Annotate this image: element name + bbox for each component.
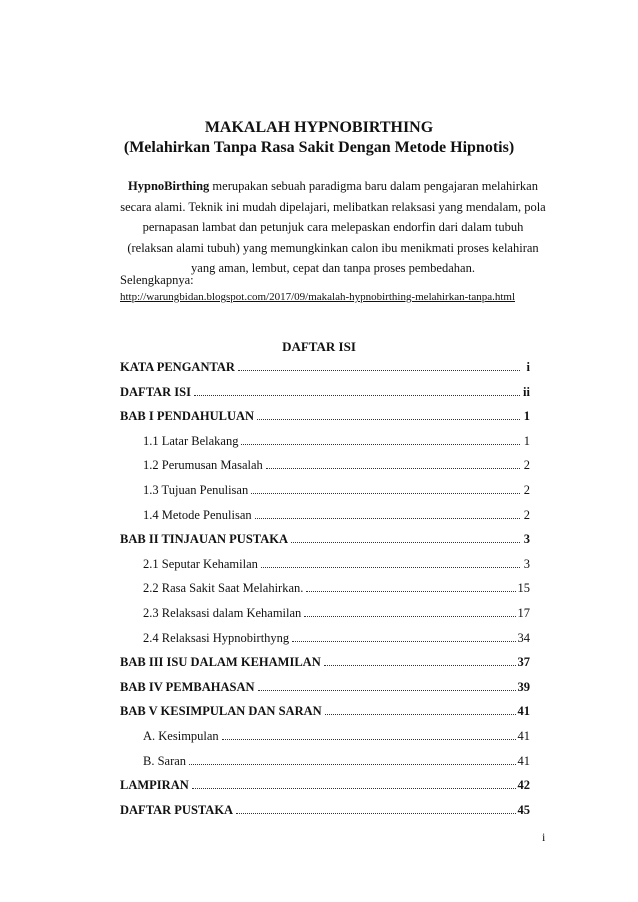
toc-dot-leader xyxy=(241,444,520,445)
toc-entry-page: 45 xyxy=(517,802,530,817)
toc-entry-page: 3 xyxy=(523,532,530,547)
toc-row[interactable] xyxy=(120,655,530,680)
toc-entry-page: 17 xyxy=(517,605,530,620)
source-label: Selengkapnya: xyxy=(120,273,194,287)
toc-entry-title: 1.3 Tujuan Penulisan xyxy=(143,482,249,497)
toc-dot-leader xyxy=(258,690,516,691)
toc-entry-title: 1.2 Perumusan Masalah xyxy=(143,458,263,473)
toc-entry-page: 41 xyxy=(517,728,530,743)
toc-entry-title: KATA PENGANTAR xyxy=(120,360,235,374)
toc-entry-page: 15 xyxy=(517,581,530,596)
toc-entry-page: 41 xyxy=(517,753,530,768)
toc-dot-leader xyxy=(257,419,520,420)
toc-entry-page: i xyxy=(526,360,530,374)
toc-entry-title: BAB I PENDAHULUAN xyxy=(120,409,255,424)
toc-entry-page: 41 xyxy=(517,704,530,719)
toc-entry-page: 39 xyxy=(517,679,530,694)
abstract-bold-term: HypnoBirthing xyxy=(128,179,210,193)
toc-dot-leader xyxy=(266,468,520,469)
toc-entry-title: 2.3 Relaksasi dalam Kehamilan xyxy=(143,605,302,620)
toc-dot-leader xyxy=(304,616,515,617)
toc-entry-title: 2.1 Seputar Kehamilan xyxy=(143,556,258,571)
toc-row[interactable] xyxy=(120,754,530,779)
toc-dot-leader xyxy=(324,665,516,666)
toc-entry-page: 42 xyxy=(517,778,530,793)
toc-row[interactable] xyxy=(120,606,530,631)
toc-dot-leader xyxy=(189,764,515,765)
toc-entry-page: 2 xyxy=(523,458,530,473)
toc-entry-title: B. Saran xyxy=(143,753,187,768)
toc-row[interactable] xyxy=(120,434,530,459)
toc-entry-title: 2.2 Rasa Sakit Saat Melahirkan. xyxy=(143,581,304,596)
toc-entry-title: 2.4 Relaksasi Hypnobirthyng xyxy=(143,630,290,645)
toc-heading: DAFTAR ISI xyxy=(282,339,356,354)
toc-row[interactable] xyxy=(120,680,530,705)
toc-row[interactable] xyxy=(120,631,530,656)
toc-entry-page: 1 xyxy=(523,409,530,424)
toc-entry-title: 1.4 Metode Penulisan xyxy=(143,507,252,522)
toc-row[interactable] xyxy=(120,483,530,508)
toc-row[interactable] xyxy=(120,532,530,557)
toc-entry-page: 2 xyxy=(523,507,530,522)
toc-entry-title: BAB II TINJAUAN PUSTAKA xyxy=(120,532,288,547)
toc-entry-title: 1.1 Latar Belakang xyxy=(143,433,239,448)
toc-row[interactable] xyxy=(120,778,530,803)
toc-entry-page: 1 xyxy=(523,433,530,448)
toc-dot-leader xyxy=(238,370,520,371)
toc-entry-title: LAMPIRAN xyxy=(120,778,189,793)
toc-dot-leader xyxy=(251,493,520,494)
toc-row[interactable] xyxy=(120,385,530,410)
toc-entry-page: 37 xyxy=(517,655,530,670)
toc-row[interactable] xyxy=(120,508,530,533)
toc-dot-leader xyxy=(194,395,520,396)
document-title: MAKALAH HYPNOBIRTHING xyxy=(204,119,434,136)
table-of-contents xyxy=(120,360,530,827)
page-number: i xyxy=(542,830,546,844)
toc-entry-page: 2 xyxy=(523,482,530,497)
toc-entry-page: 34 xyxy=(517,630,530,645)
toc-row[interactable] xyxy=(120,704,530,729)
toc-dot-leader xyxy=(325,714,516,715)
toc-row[interactable] xyxy=(120,360,530,385)
toc-dot-leader xyxy=(291,542,520,543)
toc-entry-page: 3 xyxy=(523,556,530,571)
source-link[interactable]: http://warungbidan.blogspot.com/2017/09/makalah-hypnobirthing-melahirkan-tanpa.html xyxy=(120,291,516,303)
toc-entry-title: DAFTAR PUSTAKA xyxy=(120,802,234,817)
toc-dot-leader xyxy=(255,518,520,519)
abstract-text: merupakan sebuah paradigma baru dalam pengajaran melahirkan secara alami. Teknik ini mudah dipelajari, melibatkan relaksasi yang mendalam, pola pernapasan lambat dan petunjuk cara melepaskan endorfin dari dalam tubuh (relaksan alami tubuh) yang memungkinkan calon ibu menikmati proses kelahiran yang aman, lembut, cepat dan tanpa proses pembedahan. xyxy=(120,179,546,275)
toc-entry-title: BAB IV PEMBAHASAN xyxy=(120,679,255,694)
toc-row[interactable] xyxy=(120,729,530,754)
toc-entry-title: BAB V KESIMPULAN DAN SARAN xyxy=(120,704,322,719)
toc-dot-leader xyxy=(292,641,515,642)
toc-dot-leader xyxy=(261,567,520,568)
toc-entry-title: A. Kesimpulan xyxy=(143,728,219,743)
toc-entry-page: ii xyxy=(523,384,530,399)
abstract-paragraph xyxy=(120,176,546,279)
toc-dot-leader xyxy=(222,739,516,740)
toc-row[interactable] xyxy=(120,557,530,582)
toc-dot-leader xyxy=(306,591,515,592)
toc-row[interactable] xyxy=(120,458,530,483)
toc-row[interactable] xyxy=(120,803,530,828)
toc-entry-title: BAB III ISU DALAM KEHAMILAN xyxy=(120,655,321,670)
toc-entry-title: DAFTAR ISI xyxy=(120,384,191,399)
toc-dot-leader xyxy=(236,813,515,814)
toc-row[interactable] xyxy=(120,409,530,434)
document-subtitle: (Melahirkan Tanpa Rasa Sakit Dengan Metode Hipnotis) xyxy=(123,139,515,156)
toc-row[interactable] xyxy=(120,581,530,606)
toc-dot-leader xyxy=(192,788,516,789)
